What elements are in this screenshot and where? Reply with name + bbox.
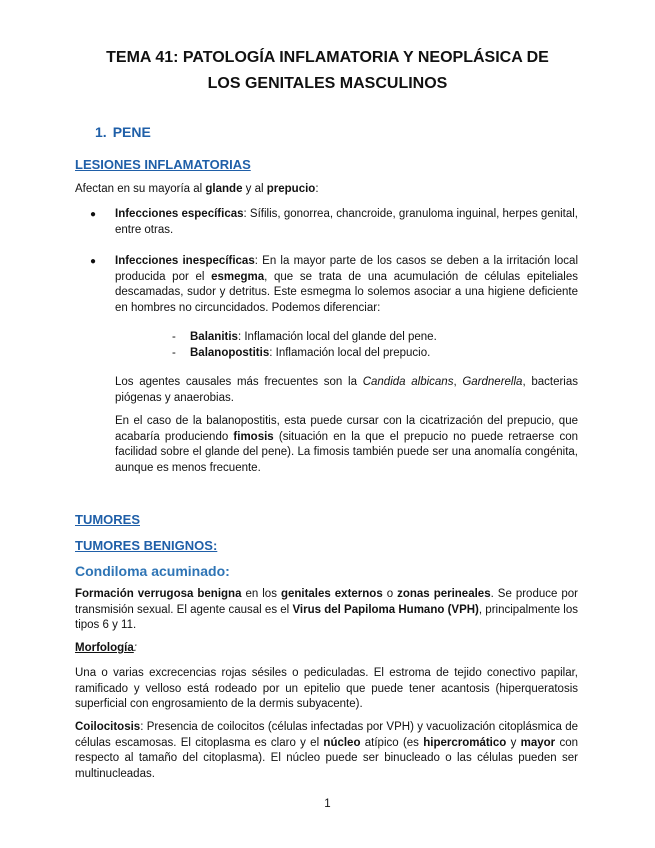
bullet-infecciones-inespecificas: Infecciones inespecíficas: En la mayor parte de los casos se deben a la irritación local producida por el esmegma, que se trata de una acumulación de células epiteliales descamadas, sudor y detritus. Este esmegma lo solemos asociar a una higiene deficiente en hombres no circuncidados. Podemos diferenciar:: [115, 255, 579, 314]
section-heading-pene: [95, 124, 151, 140]
dash-marker: -: [172, 347, 176, 359]
morfologia-label: Morfología:: [75, 642, 137, 654]
dash-marker: -: [172, 331, 176, 343]
bullet-icon: ●: [90, 256, 97, 267]
heading-lesiones-inflamatorias: LESIONES INFLAMATORIAS: [75, 157, 251, 172]
heading-condiloma-acuminado: Condiloma acuminado:: [75, 563, 230, 579]
condiloma-paragraph: Formación verrugosa benigna en los genitales externos o zonas perineales. Se produce por transmisión sexual. El agente causal es el Virus del Papiloma Humano (VPH), principalmente los tipos 6 y 11.: [75, 588, 579, 632]
item-balanopostitis: Balanopostitis: Inflamación local del prepucio.: [190, 347, 431, 359]
item-balanitis: Balanitis: Inflamación local del glande del pene.: [190, 331, 437, 343]
heading-tumores: TUMORES: [75, 512, 140, 527]
balanopostitis-paragraph: En el caso de la balanopostitis, esta puede cursar con la cicatrización del prepucio, que acabaría produciendo fimosis (situación en la que el prepucio no puede retraerse con facilidad sobre el glande del pene). La fimosis también puede ser una anomalía congénita, aunque es menos frecuente.: [115, 415, 578, 474]
heading-tumores-benignos: TUMORES BENIGNOS:: [75, 538, 218, 553]
morfologia-paragraph: Una o varias excrecencias rojas sésiles o pediculadas. El estroma de tejido conectivo papilar, ramificado y velloso está rodeado por un epitelio que puede tener acantosis (hiperqueratosis superficial con engrosamiento de la dermis subyacente).: [75, 667, 578, 711]
coilocitosis-paragraph: Coilocitosis: Presencia de coilocitos (células infectadas por VPH) y vacuolización citoplásmica de células escamosas. El citoplasma es claro y el núcleo atípico (es hipercromático y mayor con respecto al tamaño del citoplasma). El núcleo puede ser binucleado o las células pueden ser multinucleadas.: [75, 721, 578, 780]
bullet-icon: ●: [90, 209, 97, 220]
inflam-intro: Afectan en su mayoría al glande y al prepucio:: [75, 183, 319, 195]
title-line-2: LOS GENITALES MASCULINOS: [207, 75, 448, 92]
section-number: 1.: [95, 124, 107, 140]
page-number: 1: [324, 798, 331, 810]
bullet-infecciones-especificas: Infecciones específicas: Sífilis, gonorrea, chancroide, granuloma inguinal, herpes genital, entre otras.: [115, 208, 579, 236]
agentes-causales-paragraph: Los agentes causales más frecuentes son la Candida albicans, Gardnerella, bacterias piógenas y anaerobias.: [115, 376, 578, 404]
section-label: PENE: [112, 124, 151, 140]
document-title: [70, 45, 585, 97]
title-line-1: TEMA 41: PATOLOGÍA INFLAMATORIA Y NEOPLÁSICA DE: [106, 49, 549, 66]
